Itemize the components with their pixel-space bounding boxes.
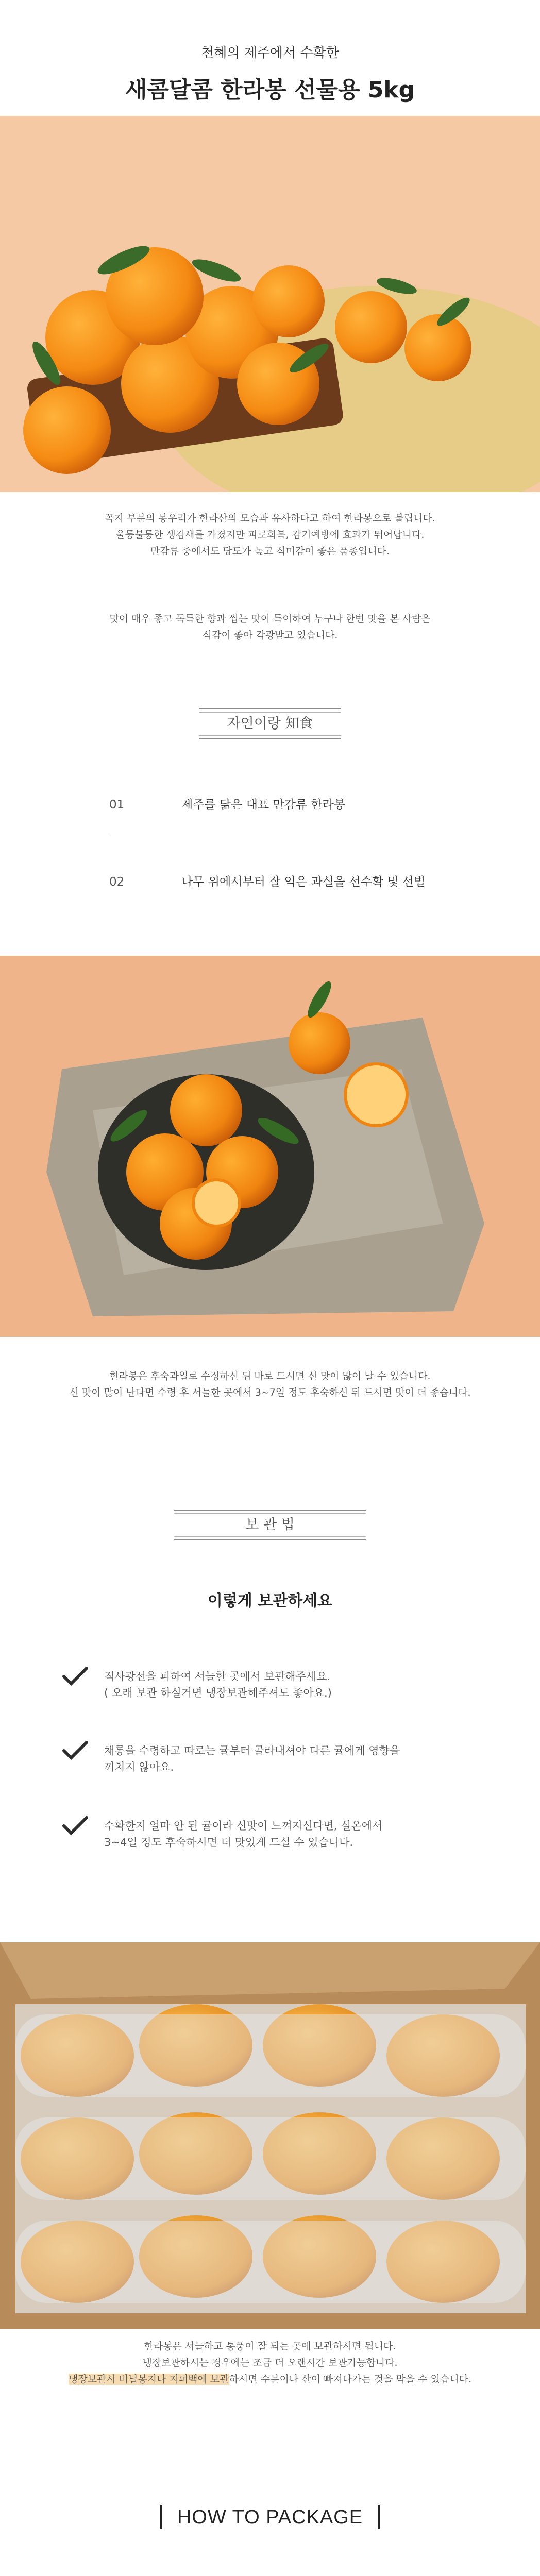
intro-paragraph-2 [0, 611, 540, 643]
package-heading-label: HOW TO PACKAGE [177, 2506, 363, 2528]
storage-tip-line: 끼치지 않아요. [104, 1761, 174, 1773]
heading-bar [378, 2505, 380, 2529]
hallabong-box-photo [0, 1942, 540, 2329]
intro-line: 울퉁불퉁한 생김새를 가졌지만 피로회복, 감기예방에 효과가 뛰어납니다. [115, 529, 425, 540]
storage-tag-label: 보 관 법 [245, 1517, 295, 1533]
storage-subtitle: 이렇게 보관하세요 [207, 1592, 333, 1610]
hallabong-bowl-photo [0, 956, 540, 1337]
feature-text: 나무 위에서부터 잘 익은 과실을 선수확 및 선별 [181, 875, 426, 889]
feature-number: 02 [109, 875, 125, 889]
storage-tip-line: 직사광선을 피하여 서늘한 곳에서 보관해주세요. [104, 1670, 331, 1683]
header-title: 새콤달콤 한라봉 선물용 5kg [125, 77, 415, 103]
ripening-line: 한라봉은 후숙과일로 수정하신 뒤 바로 드시면 신 맛이 많이 날 수 있습니다. [109, 1370, 431, 1382]
storage-desc-line: 냉장보관하시는 경우에는 조금 더 오랜시간 보관가능합니다. [142, 2357, 398, 2368]
storage-highlight: 냉장보관시 비닐봉지나 지퍼백에 보관 [68, 2374, 229, 2385]
storage-desc-line: 한라봉은 서늘하고 통풍이 잘 되는 곳에 보관하시면 됩니다. [144, 2341, 396, 2352]
intro-line: 만감류 중에서도 당도가 높고 식미감이 좋은 품종입니다. [150, 546, 390, 557]
brand-tag [199, 708, 341, 739]
checkmark-icon [62, 1816, 89, 1836]
storage-tip-line: 수확한지 얼마 안 된 귤이라 신맛이 느껴지신다면, 실온에서 [104, 1820, 383, 1832]
intro-line: 식감이 좋아 각광받고 있습니다. [202, 630, 338, 641]
package-heading [0, 2505, 540, 2529]
intro-line: 꼭지 부분의 봉우리가 한라산의 모습과 유사하다고 하여 한라봉으로 불립니다. [105, 513, 435, 524]
intro-paragraph-1 [0, 510, 540, 560]
heading-bar [160, 2505, 162, 2529]
storage-desc-rest: 하시면 수분이나 산이 빠져나가는 것을 막을 수 있습니다. [229, 2374, 472, 2385]
ripening-line: 신 맛이 많이 난다면 수령 후 서늘한 곳에서 3~7일 정도 후숙하신 뒤 드시면 맛이 더 좋습니다. [69, 1387, 471, 1398]
header-subtitle: 천혜의 제주에서 수확한 [201, 45, 339, 61]
storage-desc-line [0, 2371, 540, 2387]
feature-text: 제주를 닮은 대표 만감류 한라봉 [181, 798, 346, 811]
checkmark-icon [62, 1740, 89, 1761]
ripening-description [0, 1368, 540, 1401]
storage-tip-line: ( 오래 보관 하실거면 냉장보관해주셔도 좋아요.) [104, 1687, 332, 1699]
intro-line: 맛이 매우 좋고 독특한 향과 씹는 맛이 특이하여 누구나 한번 맛을 본 사람은 [109, 613, 431, 624]
storage-tag [174, 1510, 366, 1540]
feature-number: 01 [109, 798, 125, 811]
feature-item [109, 795, 345, 812]
checkmark-icon [62, 1666, 89, 1687]
feature-item [109, 872, 425, 889]
storage-tip-line: 3~4일 정도 후숙하시면 더 맛있게 드실 수 있습니다. [104, 1836, 353, 1849]
storage-description [0, 2338, 540, 2387]
brand-tag-label: 자연이랑 知食 [227, 716, 313, 732]
hallabong-tray-photo [0, 116, 540, 492]
storage-tip-line: 채롱을 수령하고 따로는 귤부터 골라내셔야 다른 귤에게 영향을 [104, 1744, 400, 1757]
